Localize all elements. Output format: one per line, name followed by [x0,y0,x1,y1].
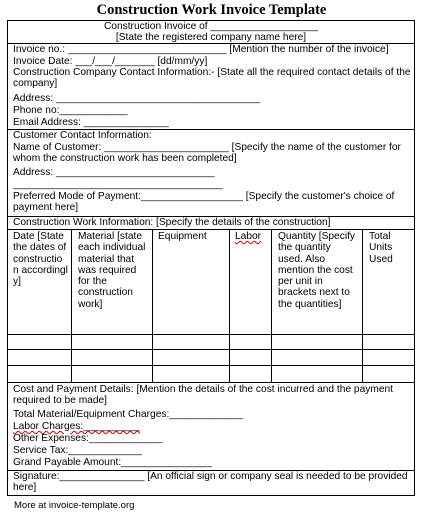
col-header-total-units: Total Units Used [369,231,393,265]
invoice-number-field[interactable]: Invoice no.: ____________________________ [Mention the number of the invoice] [13,44,389,55]
col-header-quantity: Quantity [Specify the quantity used. Also mention the cost per unit in brackets next to the quantities] [278,231,356,310]
construction-info-heading: Construction Work Information: [Specify the details of the construction] [13,217,331,228]
invoice-form [7,20,415,496]
labor-charges-field[interactable] [13,421,140,432]
column-divider [71,229,72,382]
customer-address-extra-line[interactable]: _____________________________________ [13,179,223,190]
company-email-field[interactable]: Email Address: _______________ [13,117,169,128]
invoice-date-label [13,56,207,67]
column-divider [152,229,153,382]
table-row[interactable] [8,334,414,335]
table-row[interactable] [8,365,414,366]
invoice-date-label-text: Invoice Date: [13,56,73,67]
col-header-date: Date [State the dates of constructio n accordingl y] [13,231,68,288]
divider [8,382,414,383]
cost-details-heading: Cost and Payment Details: [Mention the details of the cost incurred and the payment required to be made] [13,384,393,407]
divider [8,229,414,230]
customer-heading: Customer Contact Information: [13,130,152,141]
customer-name-field[interactable]: Name of Customer: ______________________ [Specify the name of the customer for whom the construction work has been completed] [13,142,401,165]
col-header-labor [235,231,267,242]
signature-field[interactable]: Signature:_______________ [An official sign or company seal is needed to be provided here] [13,471,408,494]
column-divider [271,229,272,382]
material-charges-field[interactable]: Total Material/Equipment Charges:_____________ [13,409,243,420]
grand-payable-field[interactable]: Grand Payable Amount:________________ [13,457,212,468]
company-phone-field[interactable]: Phone no:____________ [13,105,128,116]
table-row[interactable] [8,349,414,350]
other-expenses-field[interactable]: Other Expenses:_____________ [13,433,163,444]
company-address-field[interactable]: Address: ____________________________________ [13,93,261,104]
payment-mode-field[interactable]: Preferred Mode of Payment:__________________ [Specify the customer's choice of payment here] [13,191,395,214]
labor-charges-text: Labor Charges:__________ [13,421,140,432]
footer-source: More at invoice-template.org [14,500,135,511]
col-header-material: Material [state each individual material that was required for the construction work] [78,231,146,310]
company-name-instruction: [State the registered company name here] [115,32,307,43]
company-name-line: Construction Invoice of ___________________ [103,21,319,32]
col-header-labor-text: Labor [235,231,262,242]
invoice-date-field[interactable]: ___/___/_______ [dd/mm/yy] [75,56,208,67]
customer-address-field[interactable]: Address: ____________________________ [13,167,215,178]
page-title: Construction Work Invoice Template [96,2,327,18]
column-divider [229,229,230,382]
company-contact-info: Construction Company Contact Information:- [State all the required contact details of the company] [13,67,411,90]
service-tax-field[interactable]: Service Tax:_____________ [13,445,142,456]
col-header-equipment: Equipment [158,231,207,242]
column-divider [362,229,363,382]
